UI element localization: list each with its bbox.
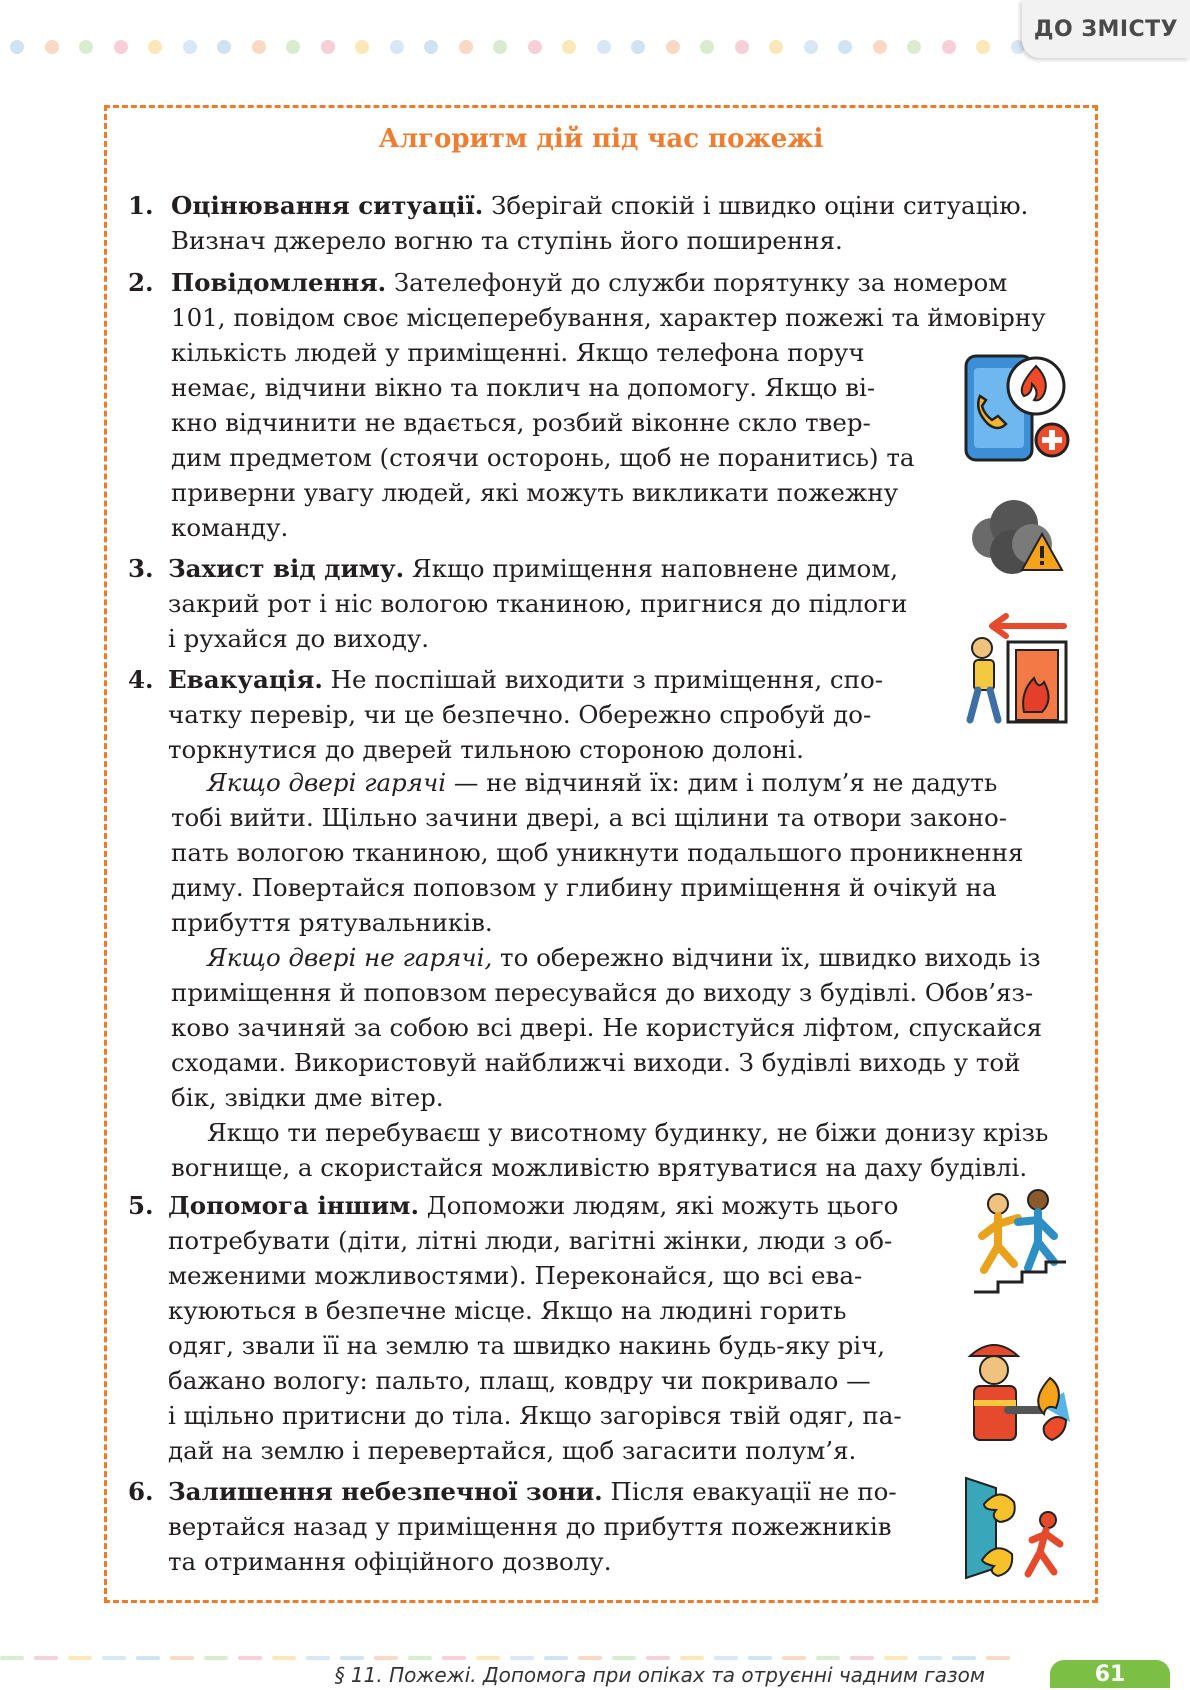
decorative-dash <box>680 1656 704 1660</box>
text-line: закрий рот і ніс вологою тканиною, пригнися до підлоги <box>168 589 908 618</box>
item-number: 5. <box>128 1191 154 1220</box>
smoke-warning-icon <box>966 494 1076 580</box>
decorative-dash <box>578 1656 602 1660</box>
item-4-text <box>168 662 948 767</box>
decorative-dash <box>68 1656 92 1660</box>
text-line: куюються в безпечне місце. Якщо на людині горить <box>168 1296 847 1325</box>
text-line: та отримання офіційного дозволу. <box>168 1547 612 1576</box>
decorative-dash <box>374 1656 398 1660</box>
item-number: 2. <box>128 268 154 297</box>
item-number: 4. <box>128 665 154 694</box>
item-heading: Залишення небезпечної зони. <box>168 1477 603 1506</box>
text-line: Визнач джерело вогню та ступінь його поширення. <box>171 226 843 255</box>
text-line: і щільно притисни до тіла. Якщо загорівся твій одяг, па- <box>168 1401 902 1430</box>
text-line: то обережно відчини їх, швидко виходь із <box>492 943 1041 972</box>
italic-phrase: Якщо двері гарячі <box>207 768 447 797</box>
decorative-dash <box>986 1656 1010 1660</box>
decorative-dot <box>10 40 24 54</box>
decorative-dash <box>816 1656 840 1660</box>
text-line: бажано вологу: пальто, плащ, ковдру чи покривало — <box>168 1366 871 1395</box>
decorative-dot <box>321 40 335 54</box>
decorative-dot <box>217 40 231 54</box>
item-heading: Допомога іншим. <box>168 1191 419 1220</box>
decorative-dash <box>544 1656 568 1660</box>
text-line: торкнутися до дверей тильною стороною долоні. <box>168 735 804 764</box>
decorative-dash <box>238 1656 262 1660</box>
decorative-dash <box>850 1656 874 1660</box>
decorative-dash <box>136 1656 160 1660</box>
text-line: приверни увагу людей, які можуть викликати пожежну <box>171 478 899 507</box>
phone-fire-icon <box>962 352 1074 464</box>
decorative-dash <box>272 1656 296 1660</box>
decorative-dash <box>408 1656 432 1660</box>
firefighter-icon <box>962 1330 1074 1444</box>
text-line: і рухайся до виходу. <box>168 624 430 653</box>
text-line: тобі вийти. Щільно зачини двері, а всі щілини та отвори законо- <box>171 803 1008 832</box>
decorative-dot <box>286 40 300 54</box>
decorative-dot <box>666 40 680 54</box>
decorative-dot <box>355 40 369 54</box>
decorative-dash <box>510 1656 534 1660</box>
item-1-text <box>171 188 1071 258</box>
decorative-dot <box>942 40 956 54</box>
item-heading: Захист від диму. <box>168 554 405 583</box>
decorative-dot <box>183 40 197 54</box>
decorative-dot <box>45 40 59 54</box>
text-line: кно відчинити не вдається, розбий віконне скло твер- <box>171 408 871 437</box>
item-heading: Повідомлення. <box>171 268 387 297</box>
item-heading: Евакуація. <box>168 665 323 694</box>
text-line: Допоможи людям, які можуть цього <box>419 1191 899 1220</box>
decorative-dots <box>10 40 1020 54</box>
decorative-dashes <box>0 1656 1040 1662</box>
text-line: дим предметом (стоячи осторонь, щоб не поранитись) та <box>171 443 915 472</box>
decorative-dot <box>562 40 576 54</box>
text-line: кількість людей у приміщенні. Якщо телефона поруч <box>171 338 865 367</box>
decorative-dash <box>952 1656 976 1660</box>
item-number: 1. <box>128 191 154 220</box>
decorative-dot <box>252 40 266 54</box>
decorative-dot <box>390 40 404 54</box>
text-line: одяг, звали її на землю та швидко накинь будь-яку річ, <box>168 1331 886 1360</box>
toc-button[interactable]: ДО ЗМІСТУ <box>1022 0 1190 58</box>
text-line: — не відчиняй їх: дим і полум’я не дадуть <box>446 768 998 797</box>
item-6-text <box>168 1474 948 1579</box>
cold-door-paragraph <box>171 940 1071 1115</box>
decorative-dash <box>918 1656 942 1660</box>
helping-people-icon <box>970 1188 1070 1296</box>
item-number: 3. <box>128 554 154 583</box>
decorative-dot <box>114 40 128 54</box>
item-3-text <box>168 551 948 656</box>
item-2-text <box>171 265 1071 545</box>
hot-door-paragraph <box>171 765 1071 940</box>
section-title: Алгоритм дій під час пожежі <box>378 124 824 154</box>
decorative-dash <box>476 1656 500 1660</box>
text-line: ково зачиняй за собою всі двері. Не користуйся ліфтом, спускайся <box>171 1013 1043 1042</box>
decorative-dash <box>782 1656 806 1660</box>
decorative-dash <box>34 1656 58 1660</box>
text-line: бік, звідки дме вітер. <box>171 1083 444 1112</box>
decorative-dash <box>170 1656 194 1660</box>
text-line: команду. <box>171 513 289 542</box>
text-line: прибуття рятувальників. <box>171 908 493 937</box>
text-line: вогнище, а скористайся можливістю врятуватися на даху будівлі. <box>171 1153 1028 1182</box>
decorative-dash <box>306 1656 330 1660</box>
decorative-dot <box>631 40 645 54</box>
item-5-text <box>168 1188 948 1468</box>
decorative-dash <box>714 1656 738 1660</box>
decorative-dot <box>597 40 611 54</box>
decorative-dot <box>838 40 852 54</box>
decorative-dot <box>459 40 473 54</box>
text-line: приміщення й поповзом пересувайся до виходу з будівлі. Обов’яз- <box>171 978 1034 1007</box>
decorative-dot <box>79 40 93 54</box>
decorative-dash <box>884 1656 908 1660</box>
text-line: потребувати (діти, літні люди, вагітні жінки, люди з об- <box>168 1226 893 1255</box>
highrise-paragraph <box>171 1115 1071 1185</box>
italic-phrase: Якщо двері не гарячі, <box>207 943 493 972</box>
text-line: 101, повідом своє місцеперебування, характер пожежі та ймовірну <box>171 303 1046 332</box>
running-footer: § 11. Пожежі. Допомога при опіках та отруєнні чадним газом <box>334 1663 985 1687</box>
decorative-dot <box>528 40 542 54</box>
text-line: дай на землю і перевертайся, щоб загасити полум’я. <box>168 1436 857 1465</box>
decorative-dash <box>0 1656 24 1660</box>
text-line: сходами. Використовуй найближчі виходи. З будівлі виходь у той <box>171 1048 1021 1077</box>
decorative-dash <box>204 1656 228 1660</box>
text-line: чатку перевір, чи це безпечно. Обережно спробуй до- <box>168 700 872 729</box>
decorative-dot <box>493 40 507 54</box>
decorative-dash <box>442 1656 466 1660</box>
text-line: Якщо ти перебуваєш у висотному будинку, не біжи донизу крізь <box>207 1118 1049 1147</box>
decorative-dot <box>976 40 990 54</box>
text-line: Якщо приміщення наповнене димом, <box>404 554 899 583</box>
text-line: пать вологою тканиною, щоб уникнути подальшого проникнення <box>171 838 1024 867</box>
evacuation-exit-icon <box>962 612 1074 726</box>
decorative-dot <box>769 40 783 54</box>
text-line: Не поспішай виходити з приміщення, спо- <box>322 665 883 694</box>
item-heading: Оцінювання ситуації. <box>171 191 484 220</box>
decorative-dash <box>340 1656 364 1660</box>
decorative-dot <box>424 40 438 54</box>
decorative-dot <box>148 40 162 54</box>
item-number: 6. <box>128 1477 154 1506</box>
text-line: Після евакуації не по- <box>602 1477 897 1506</box>
decorative-dash <box>102 1656 126 1660</box>
decorative-dash <box>612 1656 636 1660</box>
text-line: немає, відчини вікно та поклич на допомогу. Якщо ві- <box>171 373 876 402</box>
decorative-dot <box>700 40 714 54</box>
page-number: 61 <box>1050 1660 1170 1688</box>
decorative-dash <box>646 1656 670 1660</box>
decorative-dot <box>873 40 887 54</box>
decorative-dot <box>735 40 749 54</box>
text-line: вертайся назад у приміщення до прибуття пожежників <box>168 1512 892 1541</box>
text-line: Зателефонуй до служби порятунку за номером <box>386 268 1008 297</box>
decorative-dash <box>748 1656 772 1660</box>
leave-danger-zone-icon <box>962 1474 1074 1584</box>
text-line: диму. Повертайся поповзом у глибину приміщення й очікуй на <box>171 873 997 902</box>
text-line: Зберігай спокій і швидко оціни ситуацію. <box>483 191 1029 220</box>
decorative-dot <box>804 40 818 54</box>
decorative-dot <box>907 40 921 54</box>
text-line: меженими можливостями). Переконайся, що всі ева- <box>168 1261 863 1290</box>
